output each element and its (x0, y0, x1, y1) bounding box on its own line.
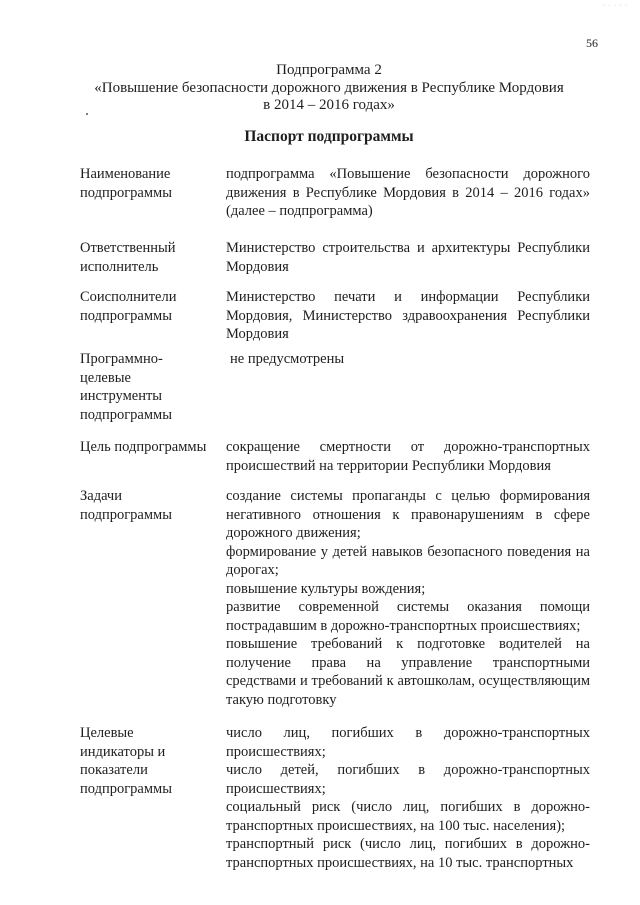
value-paragraph: подпрограмма «Повышение безопасности дорожного движения в Республике Мордовия в 2014 – 2016 годах» (далее – подпрограмма) (226, 166, 590, 219)
value-paragraph: число лиц, погибших в дорожно-транспортных происшествиях; (226, 725, 590, 760)
row-value (230, 350, 594, 369)
value-paragraph: сокращение смертности от дорожно-транспортных происшествий на территории Республики Мордовия (226, 439, 590, 474)
page-number: 56 (586, 36, 598, 50)
subprogram-name-line: «Повышение безопасности дорожного движения в Республике Мордовия (94, 80, 564, 96)
subprogram-title: Подпрограмма 2 (276, 62, 382, 78)
scan-speck (86, 113, 88, 115)
value-paragraph: число детей, погибших в дорожно-транспортных происшествиях; (226, 762, 590, 797)
value-paragraph: транспортный риск (число лиц, погибших в дорожно-транспортных происшествиях, на 10 тыс. транспортных (226, 836, 590, 871)
row-value (226, 288, 590, 344)
row-label: Цель подпрограммы (80, 439, 207, 455)
value-paragraph: создание системы пропаганды с целью формирования негативного отношения к правонарушениям в сфере дорожного движения; (226, 488, 590, 541)
passport-title: Паспорт подпрограммы (244, 128, 414, 145)
row-value (226, 165, 590, 221)
row-value (226, 487, 590, 709)
value-paragraph: социальный риск (число лиц, погибших в дорожно-транспортных происшествиях, на 100 тыс. населения); (226, 799, 590, 834)
row-label: Наименование подпрограммы (80, 166, 172, 201)
row-label: Ответственный исполнитель (80, 240, 176, 275)
value-paragraph: не предусмотрены (230, 351, 345, 367)
value-paragraph: Министерство печати и информации Республики Мордовия, Министерство здравоохранения Республики Мордовия (226, 289, 590, 342)
value-paragraph: повышение требований к подготовке водителей на получение права на управление транспортными средствами и требований к автошколам, осуществляющим такую подготовку (226, 636, 590, 708)
row-value (226, 724, 590, 872)
row-label: Соисполнители подпрограммы (80, 289, 177, 324)
value-paragraph: формирование у детей навыков безопасного поведения на дорогах; (226, 543, 590, 578)
subprogram-years-line: в 2014 – 2016 годах» (263, 97, 395, 113)
row-label: Программно-целевые инструменты подпрограммы (80, 351, 172, 423)
value-paragraph: Министерство строительства и архитектуры Республики Мордовия (226, 240, 590, 275)
row-value (226, 438, 590, 475)
corner-mark: · · · · · (603, 3, 628, 9)
value-paragraph: повышение культуры вождения; (226, 580, 426, 597)
row-label: Целевые индикаторы и показатели подпрограммы (80, 725, 172, 797)
value-paragraph: развитие современной системы оказания помощи пострадавшим в дорожно-транспортных происшествиях; (226, 599, 590, 634)
row-value (226, 239, 590, 276)
row-label: Задачи подпрограммы (80, 488, 172, 523)
